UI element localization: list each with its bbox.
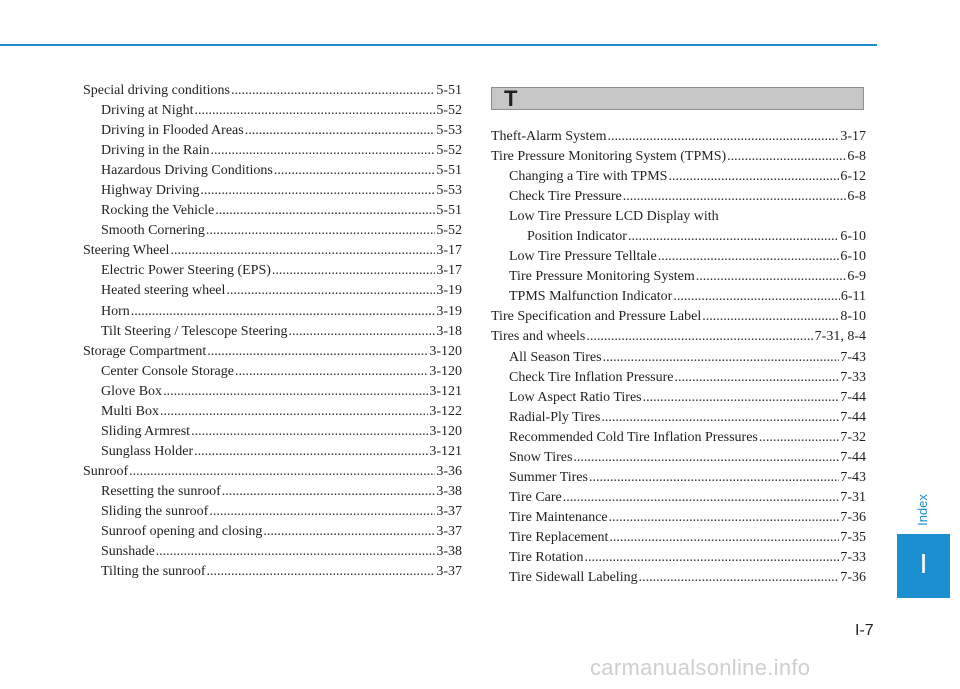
leader-dots bbox=[222, 482, 436, 502]
index-entry-label: Multi Box bbox=[101, 403, 159, 419]
index-subentry bbox=[83, 422, 462, 442]
index-subentry bbox=[491, 368, 866, 388]
index-entry-label: Special driving conditions bbox=[83, 83, 230, 98]
leader-dots bbox=[274, 161, 435, 181]
index-entry-label: Radial-Ply Tires bbox=[509, 409, 601, 425]
index-entry-page: 7-33 bbox=[840, 369, 866, 385]
index-entry-page: 3-120 bbox=[429, 423, 462, 439]
index-entry-label: Driving at Night bbox=[101, 103, 194, 119]
leader-dots bbox=[235, 362, 428, 382]
leader-dots bbox=[702, 307, 839, 327]
index-subentry bbox=[83, 502, 462, 522]
index-entry-continuation bbox=[509, 227, 866, 247]
index-column-left bbox=[83, 81, 462, 582]
index-entry-page: 6-8 bbox=[847, 149, 866, 165]
index-entry-page: 6-12 bbox=[840, 169, 866, 185]
index-subentry bbox=[83, 442, 462, 462]
index-subentry bbox=[83, 322, 462, 342]
leader-dots bbox=[609, 508, 840, 528]
index-entry-label: Resetting the sunroof bbox=[101, 483, 221, 499]
leader-dots bbox=[607, 127, 839, 147]
index-subentry bbox=[83, 261, 462, 281]
leader-dots bbox=[673, 287, 840, 307]
leader-dots bbox=[601, 408, 839, 428]
leader-dots bbox=[195, 101, 436, 121]
index-entry-page: 3-19 bbox=[436, 303, 462, 319]
leader-dots bbox=[573, 448, 839, 468]
index-entry-label: Tire Specification and Pressure Label bbox=[491, 309, 702, 325]
index-entry-page: 3-37 bbox=[436, 503, 462, 519]
index-subentry bbox=[83, 482, 462, 502]
index-entry-label: Rocking the Vehicle bbox=[101, 203, 215, 219]
index-entry-page: 3-38 bbox=[436, 483, 462, 499]
index-entry bbox=[491, 307, 866, 327]
watermark: carmanualsonline.info bbox=[590, 655, 811, 680]
leader-dots bbox=[160, 402, 428, 422]
index-subentry bbox=[83, 542, 462, 562]
index-entry-page: 5-52 bbox=[436, 223, 462, 239]
leader-dots bbox=[206, 221, 435, 241]
leader-dots bbox=[211, 141, 436, 161]
index-subentry bbox=[83, 201, 462, 221]
index-entry-page: 5-53 bbox=[436, 123, 462, 139]
leader-dots bbox=[245, 121, 436, 141]
section-letter-header bbox=[491, 87, 864, 110]
index-entry-page: 7-31 bbox=[840, 489, 866, 505]
index-entry-page: 7-44 bbox=[840, 409, 866, 425]
leader-dots bbox=[643, 388, 840, 408]
index-entry-label: Hazardous Driving Conditions bbox=[101, 163, 273, 179]
index-subentry bbox=[491, 287, 866, 307]
index-entry-page: 5-51 bbox=[436, 163, 462, 179]
index-entry-page: 7-31, 8-4 bbox=[814, 329, 866, 345]
index-entry-label: Sunglass Holder bbox=[101, 443, 194, 459]
index-entry-page: 6-11 bbox=[840, 289, 866, 305]
index-entry-page: 3-17 bbox=[436, 263, 462, 279]
index-entry-page: 7-32 bbox=[840, 429, 866, 445]
index-entry-page: 5-51 bbox=[436, 203, 462, 219]
leader-dots bbox=[668, 167, 839, 187]
index-subentry bbox=[491, 448, 866, 468]
index-subentry bbox=[491, 348, 866, 368]
leader-dots bbox=[215, 201, 435, 221]
top-rule bbox=[0, 44, 877, 46]
index-entry-label: Changing a Tire with TPMS bbox=[509, 169, 668, 185]
leader-dots bbox=[563, 488, 840, 508]
index-entry-page: 7-44 bbox=[840, 449, 866, 465]
index-entry-label: Check Tire Pressure bbox=[509, 189, 622, 205]
index-subentry bbox=[491, 508, 866, 528]
leader-dots bbox=[272, 261, 435, 281]
side-tab-caption[interactable]: Index bbox=[915, 494, 930, 526]
leader-dots bbox=[231, 81, 435, 101]
leader-dots bbox=[156, 542, 436, 562]
index-subentry bbox=[83, 221, 462, 241]
index-entry-page: 3-19 bbox=[436, 283, 462, 299]
index-entry-page: 5-52 bbox=[436, 143, 462, 159]
index-entry-label-cont: Position Indicator bbox=[527, 229, 627, 245]
index-subentry bbox=[491, 408, 866, 428]
index-entry-label: Sliding the sunroof bbox=[101, 503, 209, 519]
leader-dots bbox=[191, 422, 428, 442]
leader-dots bbox=[674, 368, 839, 388]
index-entry bbox=[83, 241, 462, 261]
index-entry-label: Highway Driving bbox=[101, 183, 200, 199]
index-entry-page: 3-37 bbox=[436, 564, 462, 580]
index-entry-label: Tire Pressure Monitoring System (TPMS) bbox=[491, 149, 727, 165]
index-entry-page: 6-10 bbox=[840, 249, 866, 265]
index-entry-page: 5-52 bbox=[436, 103, 462, 119]
index-entry-label: Storage Compartment bbox=[83, 343, 207, 359]
leader-dots bbox=[288, 322, 435, 342]
index-entry-label: Tire Sidewall Labeling bbox=[509, 570, 638, 586]
index-entry bbox=[491, 327, 866, 347]
leader-dots bbox=[200, 181, 435, 201]
index-entry-page: 7-35 bbox=[840, 529, 866, 545]
index-entry bbox=[83, 462, 462, 482]
leader-dots bbox=[759, 428, 839, 448]
leader-dots bbox=[727, 147, 846, 167]
leader-dots bbox=[263, 522, 435, 542]
index-subentry bbox=[83, 402, 462, 422]
page-number: I-7 bbox=[855, 622, 874, 639]
leader-dots bbox=[609, 528, 839, 548]
index-subentry bbox=[491, 468, 866, 488]
index-entry-label: Tire Maintenance bbox=[509, 509, 608, 525]
index-entry-label: Sliding Armrest bbox=[101, 423, 191, 439]
leader-dots bbox=[226, 281, 435, 301]
index-entry-label: Tire Rotation bbox=[509, 549, 584, 565]
index-subentry bbox=[491, 267, 866, 287]
index-entry-page: 3-122 bbox=[429, 403, 462, 419]
index-entry-label: Sunshade bbox=[101, 544, 155, 560]
index-entry-page: 5-53 bbox=[436, 183, 462, 199]
index-subentry bbox=[83, 141, 462, 161]
side-tab-index[interactable] bbox=[897, 534, 950, 598]
index-column-right bbox=[491, 127, 866, 588]
index-entry-label: Steering Wheel bbox=[83, 243, 170, 259]
index-subentry bbox=[83, 161, 462, 181]
index-entry-label: Low Tire Pressure LCD Display with bbox=[509, 209, 719, 225]
index-entry bbox=[491, 127, 866, 147]
index-entry-label: Low Aspect Ratio Tires bbox=[509, 389, 642, 405]
leader-dots bbox=[589, 468, 839, 488]
index-entry-label: Tire Replacement bbox=[509, 529, 609, 545]
index-entry-label: Snow Tires bbox=[509, 449, 573, 465]
section-letter: T bbox=[504, 86, 518, 111]
index-entry-page: 7-43 bbox=[840, 469, 866, 485]
index-entry-page: 8-10 bbox=[840, 309, 866, 325]
index-entry-label: Low Tire Pressure Telltale bbox=[509, 249, 657, 265]
index-entry-page: 3-120 bbox=[429, 343, 462, 359]
index-entry-page: 3-17 bbox=[436, 243, 462, 259]
index-entry-label: Heated steering wheel bbox=[101, 283, 226, 299]
index-subentry bbox=[83, 281, 462, 301]
index-subentry bbox=[83, 121, 462, 141]
index-subentry bbox=[491, 488, 866, 508]
index-entry-page: 3-121 bbox=[429, 383, 462, 399]
index-entry-page: 7-33 bbox=[840, 549, 866, 565]
index-entry-label: Tilt Steering / Telescope Steering bbox=[101, 323, 288, 339]
index-subentry bbox=[83, 302, 462, 322]
index-entry-label: Recommended Cold Tire Inflation Pressures bbox=[509, 429, 758, 445]
index-entry-label: Tire Care bbox=[509, 489, 562, 505]
index-entry-label: Sunroof opening and closing bbox=[101, 524, 263, 540]
index-entry-label: Tire Pressure Monitoring System bbox=[509, 269, 695, 285]
index-entry-page: 3-36 bbox=[436, 463, 462, 479]
side-tab-letter: I bbox=[919, 548, 928, 579]
index-entry-page: 6-8 bbox=[847, 189, 866, 205]
index-entry-label: Horn bbox=[101, 303, 130, 319]
index-subentry bbox=[83, 562, 462, 582]
leader-dots bbox=[163, 382, 428, 402]
index-entry-page: 3-120 bbox=[429, 363, 462, 379]
leader-dots bbox=[207, 342, 428, 362]
index-subentry bbox=[83, 382, 462, 402]
index-entry-label: Tires and wheels bbox=[491, 329, 586, 345]
index-entry-label: Theft-Alarm System bbox=[491, 129, 607, 144]
index-entry-label: Smooth Cornering bbox=[101, 223, 205, 239]
leader-dots bbox=[586, 327, 813, 347]
leader-dots bbox=[628, 227, 839, 247]
index-entry-page: 3-18 bbox=[436, 323, 462, 339]
leader-dots bbox=[639, 568, 840, 588]
index-subentry bbox=[491, 388, 866, 408]
index-entry bbox=[491, 207, 866, 247]
leader-dots bbox=[658, 247, 840, 267]
index-subentry bbox=[491, 187, 866, 207]
index-subentry bbox=[491, 428, 866, 448]
index-entry-label: Glove Box bbox=[101, 383, 163, 399]
index-entry-page: 7-36 bbox=[840, 570, 866, 586]
leader-dots bbox=[603, 348, 840, 368]
index-entry-label: Driving in Flooded Areas bbox=[101, 123, 244, 139]
index-entry bbox=[83, 342, 462, 362]
index-entry-page: 5-51 bbox=[436, 83, 462, 98]
index-entry bbox=[83, 81, 462, 101]
index-subentry bbox=[491, 548, 866, 568]
index-entry-page: 3-17 bbox=[840, 129, 866, 144]
index-entry-label: Summer Tires bbox=[509, 469, 588, 485]
index-entry-page: 7-36 bbox=[840, 509, 866, 525]
index-entry-page: 3-37 bbox=[436, 524, 462, 540]
index-subentry bbox=[83, 101, 462, 121]
leader-dots bbox=[623, 187, 847, 207]
index-entry-page: 7-44 bbox=[840, 389, 866, 405]
index-entry-label: Driving in the Rain bbox=[101, 143, 210, 159]
index-subentry bbox=[83, 522, 462, 542]
leader-dots bbox=[170, 241, 435, 261]
index-entry-page: 6-10 bbox=[840, 229, 866, 245]
index-subentry bbox=[491, 247, 866, 267]
index-entry-label: Electric Power Steering (EPS) bbox=[101, 263, 271, 279]
index-subentry bbox=[491, 528, 866, 548]
index-entry-label: Check Tire Inflation Pressure bbox=[509, 369, 674, 385]
leader-dots bbox=[131, 302, 436, 322]
leader-dots bbox=[207, 562, 436, 582]
index-entry-label: TPMS Malfunction Indicator bbox=[509, 289, 673, 305]
leader-dots bbox=[194, 442, 428, 462]
index-entry-page: 7-43 bbox=[840, 349, 866, 365]
index-entry-label: Center Console Storage bbox=[101, 363, 234, 379]
leader-dots bbox=[129, 462, 435, 482]
index-entry-label: Sunroof bbox=[83, 463, 129, 479]
index-subentry bbox=[491, 568, 866, 588]
leader-dots bbox=[585, 548, 840, 568]
index-entry bbox=[491, 147, 866, 167]
leader-dots bbox=[209, 502, 435, 522]
index-subentry bbox=[491, 167, 866, 187]
index-entry-page: 6-9 bbox=[847, 269, 866, 285]
index-entry-label: Tilting the sunroof bbox=[101, 564, 206, 580]
index-subentry bbox=[83, 181, 462, 201]
index-entry-page: 3-38 bbox=[436, 544, 462, 560]
index-entry-page: 3-121 bbox=[429, 443, 462, 459]
index-entry-label: All Season Tires bbox=[509, 349, 602, 365]
index-subentry bbox=[83, 362, 462, 382]
leader-dots bbox=[696, 267, 847, 287]
